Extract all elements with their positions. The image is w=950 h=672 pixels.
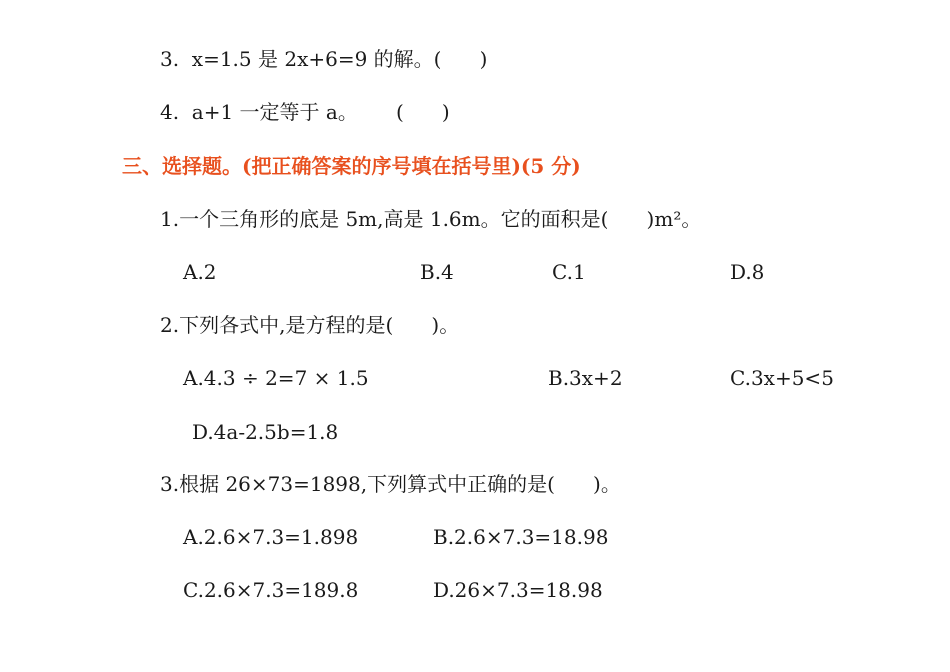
choice-question-2-stem: 2.下列各式中,是方程的是( )。 [160, 313, 460, 337]
choice-question-1-option-d: D.8 [730, 260, 765, 284]
choice-question-1-option-a: A.2 [183, 260, 217, 284]
choice-question-1-option-c: C.1 [552, 260, 586, 284]
choice-question-2-option-d: D.4a-2.5b=1.8 [192, 420, 339, 444]
choice-question-1-option-b: B.4 [420, 260, 454, 284]
choice-question-2-option-b: B.3x+2 [548, 366, 623, 390]
choice-question-2-option-a: A.4.3 ÷ 2=7 × 1.5 [183, 366, 369, 390]
choice-question-3-option-d: D.26×7.3=18.98 [433, 578, 603, 602]
choice-question-1-stem: 1.一个三角形的底是 5m,高是 1.6m。它的面积是( )m²。 [160, 207, 702, 231]
choice-question-3-option-a: A.2.6×7.3=1.898 [183, 525, 359, 549]
choice-question-3-option-c: C.2.6×7.3=189.8 [183, 578, 359, 602]
choice-question-3-stem: 3.根据 26×73=1898,下列算式中正确的是( )。 [160, 472, 621, 496]
judgment-question-4: 4. a+1 一定等于 a。 ( ) [160, 100, 450, 124]
judgment-question-3: 3. x=1.5 是 2x+6=9 的解。( ) [160, 47, 488, 71]
section-3-title: 三、选择题。(把正确答案的序号填在括号里)(5 分) [122, 154, 581, 178]
choice-question-2-option-c: C.3x+5<5 [730, 366, 834, 390]
choice-question-3-option-b: B.2.6×7.3=18.98 [433, 525, 609, 549]
